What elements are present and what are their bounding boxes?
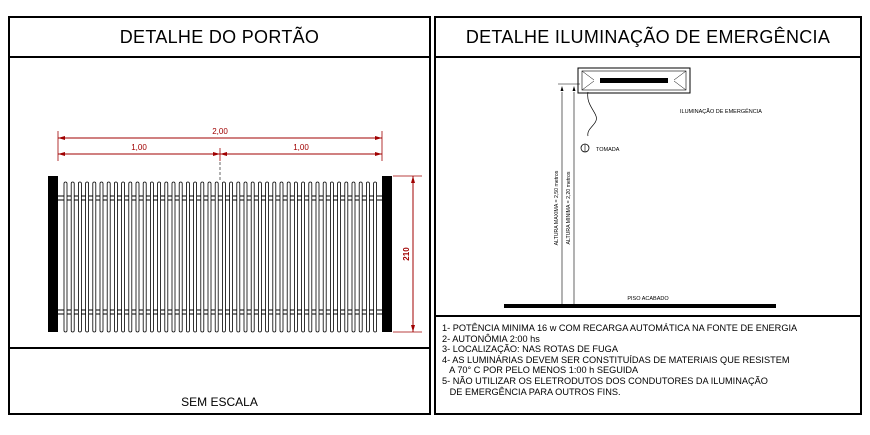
lighting-drawing bbox=[436, 58, 860, 314]
dimension-height bbox=[393, 176, 422, 332]
gate-bar bbox=[244, 182, 247, 332]
gate-bar bbox=[222, 182, 225, 332]
gate-bar bbox=[366, 182, 369, 332]
gate-bar bbox=[330, 182, 333, 332]
lighting-title: DETALHE ILUMINAÇÃO DE EMERGÊNCIA bbox=[436, 18, 860, 58]
gate-detail-panel bbox=[8, 16, 431, 415]
socket-icon bbox=[581, 144, 589, 152]
dim-right-label: 1,00 bbox=[293, 143, 309, 152]
note-line: 4- AS LUMINÁRIAS DEVEM SER CONSTITUÍDAS DE MATERIAIS QUE RESISTEM bbox=[442, 354, 790, 365]
gate-post-left bbox=[48, 176, 58, 332]
gate-bar bbox=[237, 182, 240, 332]
gate-bar bbox=[107, 182, 110, 332]
min-height-label: ALTURA MINIMA = 2,20 metros bbox=[566, 171, 572, 245]
gate-drawing bbox=[10, 58, 429, 358]
gate-bar bbox=[143, 182, 146, 332]
gate-bar bbox=[86, 182, 89, 332]
dim-height-label: 210 bbox=[402, 247, 411, 261]
finished-floor bbox=[504, 304, 776, 308]
gate-bar bbox=[294, 182, 297, 332]
gate-bar bbox=[374, 182, 377, 332]
gate-bar bbox=[201, 182, 204, 332]
gate-bar bbox=[78, 182, 81, 332]
gate-bar bbox=[122, 182, 125, 332]
socket-label: TOMADA bbox=[596, 147, 620, 153]
gate-bar bbox=[359, 182, 362, 332]
gate-bar bbox=[100, 182, 103, 332]
note-line: DE EMERGÊNCIA PARA OUTROS FINS. bbox=[442, 386, 621, 397]
gate-bar bbox=[323, 182, 326, 332]
gate-bar bbox=[179, 182, 182, 332]
gate-bar bbox=[302, 182, 305, 332]
gate-bar bbox=[345, 182, 348, 332]
gate-bars bbox=[64, 182, 377, 332]
emergency-fixture-icon bbox=[578, 68, 690, 93]
gate-bar bbox=[64, 182, 67, 332]
power-cable bbox=[588, 92, 597, 136]
gate-bar bbox=[215, 182, 218, 332]
gate-bar bbox=[287, 182, 290, 332]
gate-bar bbox=[258, 182, 261, 332]
lighting-detail-panel bbox=[434, 16, 862, 415]
scale-note: SEM ESCALA bbox=[181, 395, 258, 409]
gate-bar bbox=[136, 182, 139, 332]
note-line: 1- POTÊNCIA MINIMA 16 w COM RECARGA AUTOMÁTICA NA FONTE DE ENERGIA bbox=[442, 323, 798, 333]
gate-bar bbox=[273, 182, 276, 332]
gate-bar bbox=[93, 182, 96, 332]
gate-title: DETALHE DO PORTÃO bbox=[10, 18, 429, 58]
gate-bar bbox=[338, 182, 341, 332]
note-line: 3- LOCALIZAÇÃO: NAS ROTAS DE FUGA bbox=[442, 344, 618, 355]
gate-bar bbox=[208, 182, 211, 332]
gate-bar bbox=[186, 182, 189, 332]
gate-bar bbox=[251, 182, 254, 332]
gate-bar bbox=[114, 182, 117, 332]
gate-bar bbox=[352, 182, 355, 332]
gate-bar bbox=[266, 182, 269, 332]
note-line: A 70° C POR PELO MENOS 1:00 h SEGUIDA bbox=[442, 365, 639, 376]
dim-left-label: 1,00 bbox=[131, 143, 147, 152]
lighting-notes bbox=[436, 315, 860, 413]
gate-footer bbox=[10, 347, 429, 413]
gate-bar bbox=[230, 182, 233, 332]
dimension-halves bbox=[58, 143, 382, 161]
gate-bar bbox=[71, 182, 74, 332]
gate-post-right bbox=[382, 176, 392, 332]
max-height-label: ALTURA MAXIMA = 2,50 metros bbox=[554, 170, 560, 246]
gate-bar bbox=[165, 182, 168, 332]
gate-bar bbox=[280, 182, 283, 332]
note-line: 5- NÃO UTILIZAR OS ELETRODUTOS DOS CONDUTORES DA ILUMINAÇÃO bbox=[442, 375, 768, 386]
gate-bar bbox=[309, 182, 312, 332]
gate-bar bbox=[150, 182, 153, 332]
note-line: 2- AUTONÔMIA 2:00 hs bbox=[442, 333, 540, 344]
floor-label: PISO ACABADO bbox=[627, 296, 669, 302]
gate-bar bbox=[194, 182, 197, 332]
gate-bar bbox=[158, 182, 161, 332]
dim-total-label: 2,00 bbox=[212, 127, 228, 136]
gate-bar bbox=[129, 182, 132, 332]
gate-bar bbox=[172, 182, 175, 332]
fixture-label: ILUMINAÇÃO DE EMERGÊNCIA bbox=[680, 109, 762, 115]
gate-bar bbox=[316, 182, 319, 332]
